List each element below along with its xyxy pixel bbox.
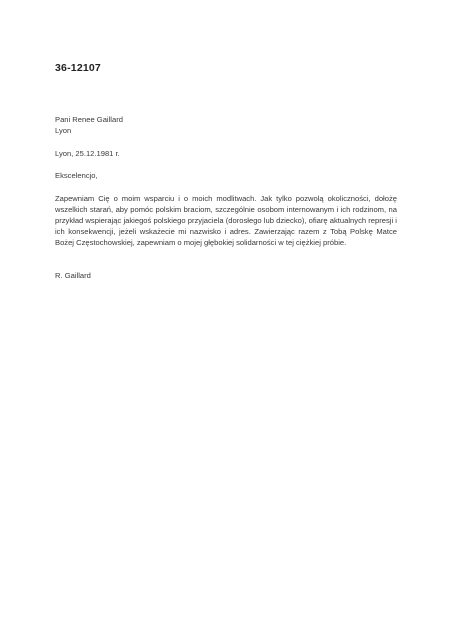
salutation: Ekscelencjo, bbox=[55, 171, 98, 180]
sender-block bbox=[55, 114, 397, 136]
sender-city: Lyon bbox=[55, 126, 72, 135]
document-id: 36-12107 bbox=[55, 62, 101, 74]
letter-body: Zapewniam Cię o moim wsparciu i o moich modlitwach. Jak tylko pozwolą okoliczności, dołożę wszelkich starań, aby pomóc polskim braciom, szczególnie osobom internowanym i ich rodzinom, na przykład wspierając jakiegoś polskiego przyjaciela (dorosłego lub dziecko), ofiarę aktualnych represji i ich konsekwencji, jeżeli wskażecie mi nazwisko i adres. Zawierzając razem z Tobą Polskę Matce Bożej Częstochowskiej, zapewniam o mojej głębokiej solidarności w tej ciężkiej próbie. bbox=[55, 194, 397, 247]
dateline: Lyon, 25.12.1981 r. bbox=[55, 149, 120, 158]
signature: R. Gaillard bbox=[55, 271, 91, 280]
sender-name: Pani Renee Gaillard bbox=[55, 115, 123, 124]
